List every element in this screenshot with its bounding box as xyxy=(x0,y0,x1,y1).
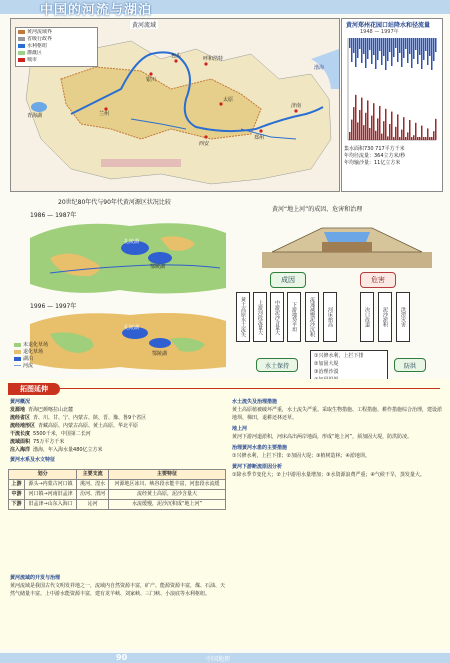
runoff-bar xyxy=(405,137,407,140)
precip-bar xyxy=(355,38,357,67)
flood-control-tag: 防洪 xyxy=(394,358,426,372)
runoff-bar xyxy=(429,137,431,140)
table-cell: 上游 xyxy=(9,480,25,490)
runoff-bar xyxy=(395,127,397,140)
right-title-1: 水土流失及治理措施 xyxy=(232,399,278,405)
runoff-bar xyxy=(359,110,361,140)
compare-label-1980s: 1986 — 1987年 xyxy=(30,212,77,219)
overview-value: 青藏高原、内蒙古高原、黄土高原、华北平原 xyxy=(38,423,139,429)
precip-bar xyxy=(371,38,373,64)
runoff-bar xyxy=(407,132,409,140)
runoff-bar xyxy=(397,114,399,140)
precip-bar xyxy=(361,38,363,63)
measure-1: ①兴修水利，上拦下排 xyxy=(314,353,364,359)
table-cell: 洮河、湟水 xyxy=(77,480,109,490)
legend-lake: 湖泊 xyxy=(23,356,34,362)
place-yinchuan: 银川 xyxy=(146,77,157,83)
table-cell: 源头→内蒙古河口镇 xyxy=(24,480,76,490)
legend-degraded-grassland: 退化草场 xyxy=(23,349,44,355)
precip-bar xyxy=(417,38,419,64)
lake-zhaling-1980s: 扎陵湖 xyxy=(124,239,140,245)
legend-intact-grassland: 未退化草场 xyxy=(23,342,49,348)
overview-key: 流域面积 xyxy=(10,439,31,445)
cause-box-5: 流速减慢泥沙沉积 xyxy=(305,292,319,342)
compare-legend xyxy=(14,342,48,370)
overview-value: 5500千米，中国第二长河 xyxy=(33,431,91,437)
table-header: 主要特征 xyxy=(109,470,226,480)
right-text-3: ①兴修水利，上拦下排；②加固大堤；③植树造林；④淤地坝。 xyxy=(232,453,370,459)
precip-bar xyxy=(395,38,397,48)
table-header: 主要支流 xyxy=(77,470,109,480)
runoff-bar xyxy=(415,123,417,140)
development-block xyxy=(10,574,226,598)
precip-bar xyxy=(383,38,385,56)
precip-bar xyxy=(407,38,409,63)
lake-eling-1990s: 鄂陵湖 xyxy=(152,351,168,357)
overview-block xyxy=(10,398,226,464)
map-title: 黄河流域 xyxy=(132,22,157,29)
harm-tag: 危害 xyxy=(360,272,396,288)
place-baotou: 包头 xyxy=(171,53,182,59)
hydrology-table xyxy=(8,469,226,510)
overview-key: 发源地 xyxy=(10,407,26,413)
runoff-bar xyxy=(371,116,373,140)
overview-value: 青海巴颜喀拉山北麓 xyxy=(28,407,74,413)
precip-bar xyxy=(411,38,413,68)
runoff-bar xyxy=(399,137,401,140)
measure-3: ③治理沙漠 xyxy=(314,369,339,375)
runoff-bar xyxy=(401,130,403,140)
precip-bar xyxy=(423,38,425,60)
precip-bar xyxy=(391,38,393,66)
runoff-bar xyxy=(385,109,387,140)
precip-bar xyxy=(421,38,423,69)
overview-value: 渤海，年入海水量480亿立方米 xyxy=(33,447,103,453)
precip-bar xyxy=(375,38,377,69)
precip-bar xyxy=(351,38,353,62)
runoff-chart xyxy=(344,36,438,144)
table-cell: 河口镇→河南旧孟津 xyxy=(24,490,76,500)
overview-title: 黄河概况 xyxy=(10,399,31,405)
place-jinan: 济南 xyxy=(291,103,302,109)
harm-box-2: 泥沙淤积 xyxy=(378,292,392,342)
precip-bar xyxy=(373,38,375,55)
runoff-bar xyxy=(435,119,437,140)
lake-eling-1980s: 鄂陵湖 xyxy=(150,264,166,270)
place-huhehaote: 呼和浩特 xyxy=(203,56,224,62)
table-cell: 河源地区冰川、峡谷段水能丰富，河套段水流缓 xyxy=(109,480,226,490)
table-title: 黄河水系及水文特征 xyxy=(10,457,56,463)
place-xian: 西安 xyxy=(199,141,210,147)
runoff-bar xyxy=(431,137,433,140)
page-number: 90 xyxy=(116,653,128,662)
table-row xyxy=(9,490,226,500)
overview-value: 75万平方千米 xyxy=(33,439,65,445)
cause-tag: 成因 xyxy=(270,272,306,288)
precip-bar xyxy=(429,38,431,56)
extension-banner: 拓图延伸 xyxy=(8,383,60,395)
development-text: 黄河流域是我国古代文明发祥地之一，流域内自然资源丰富，矿产、能源资源丰富，煤、石油、天然气储量丰富。上中游水能资源丰富，建有龙羊峡、刘家峡、三门峡、小浪底等水利枢纽。 xyxy=(10,583,226,597)
legend-city: 城市 xyxy=(27,57,38,63)
precip-bar xyxy=(377,38,379,60)
runoff-bar xyxy=(417,137,419,140)
cause-box-2: 上游河段流量大 xyxy=(253,292,267,342)
runoff-bar xyxy=(413,135,415,140)
precip-bar xyxy=(365,38,367,68)
right-title-3: 治理黄河水患的主要措施 xyxy=(232,445,288,451)
development-title: 黄河流域的开发与治理 xyxy=(10,575,61,581)
overview-key: 干流长度 xyxy=(10,431,31,437)
runoff-bar xyxy=(393,137,395,140)
precip-bar xyxy=(413,38,415,59)
runoff-bar xyxy=(379,106,381,140)
table-cell: 中游 xyxy=(9,490,25,500)
place-bohai: 渤海 xyxy=(314,65,325,71)
right-title-2: 地上河 xyxy=(232,426,248,432)
precip-bar xyxy=(433,38,435,61)
runoff-bar xyxy=(369,128,371,140)
precip-bar xyxy=(403,38,405,58)
overview-value: 青、川、甘、宁、内蒙古、陕、晋、豫、鲁9个省区 xyxy=(33,415,147,421)
measure-2: ②加固大堤 xyxy=(314,361,339,367)
runoff-bar xyxy=(357,122,359,140)
table-cell: 沁河 xyxy=(77,500,109,510)
table-cell: 旧孟津→山东入海口 xyxy=(24,500,76,510)
runoff-bar xyxy=(433,131,435,140)
precip-bar xyxy=(397,38,399,62)
map-legend xyxy=(15,27,98,67)
legend-basin-boundary: 黄河流域界 xyxy=(27,29,53,35)
runoff-bar xyxy=(389,124,391,140)
precip-bar xyxy=(359,38,361,49)
right-text-4: ①降水季节变化大；②上中游用水量增加；③水资源浪费严重；④气候干旱，蒸发量大。 xyxy=(232,472,425,478)
runoff-bar xyxy=(403,117,405,140)
runoff-bar xyxy=(349,132,351,140)
chart-note-runoff: 年均径流量：364立方米/秒 xyxy=(344,153,406,159)
runoff-bar xyxy=(411,137,413,140)
cause-box-6: 河床抬高 xyxy=(323,292,337,342)
right-title-4: 黄河下游断流原因分析 xyxy=(232,464,283,470)
runoff-bar xyxy=(355,95,357,140)
source-map-1980s xyxy=(30,218,226,298)
diagram-title: 黄河“地上河”的成因、危害和治理 xyxy=(272,206,363,213)
right-text-2: 黄河下游河道淤积，河床高出两岸地面，形成“地上河”，须加固大堤，防洪防凌。 xyxy=(232,434,413,440)
precip-bar xyxy=(357,38,359,58)
runoff-bar xyxy=(421,126,423,140)
legend-hydro-project: 水利枢纽 xyxy=(27,43,48,49)
runoff-bar xyxy=(409,120,411,140)
source-map-1990s xyxy=(30,309,226,373)
book-title: 中国地理 xyxy=(206,656,231,663)
table-cell: 水流缓慢，泥沙沉积成“地上河” xyxy=(109,500,226,510)
precip-bar xyxy=(389,38,391,52)
runoff-bar xyxy=(419,137,421,140)
precip-bar xyxy=(363,38,365,54)
runoff-bar xyxy=(425,137,427,140)
table-row xyxy=(9,500,226,510)
legend-river: 河流 xyxy=(23,363,34,369)
table-row xyxy=(9,480,226,490)
levee-cross-section xyxy=(262,212,432,268)
compare-label-1990s: 1996 — 1997年 xyxy=(30,303,77,310)
precip-bar xyxy=(387,38,389,61)
runoff-bar xyxy=(391,112,393,140)
precip-bar xyxy=(379,38,381,51)
chart-title: 黄河郑州花园口站降水和径流量 xyxy=(346,22,431,29)
harm-box-3: 洪涝灾害 xyxy=(396,292,410,342)
chart-subtitle: 1948 — 1997年 xyxy=(360,29,399,35)
runoff-bar xyxy=(383,121,385,140)
runoff-bar xyxy=(363,125,365,140)
runoff-bar xyxy=(365,113,367,140)
precip-bar xyxy=(405,38,407,49)
cause-box-4: 下游地势平坦 xyxy=(287,292,301,342)
chart-notes xyxy=(344,146,405,167)
runoff-bar xyxy=(353,107,355,140)
compare-title: 20世纪80年代与90年代黄河源区状况比较 xyxy=(58,199,171,206)
precip-bar xyxy=(349,38,351,48)
chart-note-area: 集水面积730 717平方千米 xyxy=(344,146,405,152)
precip-bar xyxy=(401,38,403,67)
cause-box-3: 中游泥沙含量大 xyxy=(270,292,284,342)
place-taiyuan: 太原 xyxy=(223,97,234,103)
legend-irrigation-area: 灌溉区 xyxy=(27,50,43,56)
lake-zhaling-1990s: 扎陵湖 xyxy=(124,325,140,331)
precip-bar xyxy=(399,38,401,53)
place-lanzhou: 兰州 xyxy=(99,111,110,117)
runoff-bar xyxy=(381,134,383,140)
runoff-bar xyxy=(367,100,369,140)
precip-bar xyxy=(435,38,437,52)
table-cell: 下游 xyxy=(9,500,25,510)
precip-bar xyxy=(425,38,427,51)
table-header: 划分 xyxy=(9,470,77,480)
overview-key: 流经地形区 xyxy=(10,423,36,429)
soil-conservation-tag: 水土保持 xyxy=(256,358,298,372)
table-cell: 汾河、渭河 xyxy=(77,490,109,500)
runoff-bar xyxy=(351,120,353,140)
precip-bar xyxy=(367,38,369,59)
legend-province-boundary: 省级行政界 xyxy=(27,36,53,42)
banner-line xyxy=(60,388,440,389)
place-qinghai-lake: 青海湖 xyxy=(27,113,43,119)
place-zhengzhou: 郑州 xyxy=(254,135,265,141)
precip-bar xyxy=(431,38,433,70)
table-cell: 流经黄土高原，泥沙含量大 xyxy=(109,490,226,500)
overview-key: 注入海洋 xyxy=(10,447,31,453)
runoff-bar xyxy=(387,136,389,140)
precip-bar xyxy=(415,38,417,50)
cause-box-1: 黄土高原水土流失 xyxy=(236,292,250,342)
overview-key: 流经省区 xyxy=(10,415,31,421)
precip-bar xyxy=(393,38,395,57)
page-title: 中国的河流与湖泊 xyxy=(40,3,153,18)
runoff-bar xyxy=(427,128,429,140)
runoff-bar xyxy=(361,98,363,140)
precip-bar xyxy=(353,38,355,53)
precip-bar xyxy=(385,38,387,70)
runoff-bar xyxy=(377,118,379,140)
right-column xyxy=(232,398,442,479)
chart-note-sediment: 年均输沙量：11亿立方米 xyxy=(344,160,401,166)
precip-bar xyxy=(381,38,383,65)
harm-box-1: 决口改道 xyxy=(360,292,374,342)
precip-bar xyxy=(427,38,429,65)
runoff-bar xyxy=(423,137,425,140)
runoff-bar xyxy=(375,131,377,140)
precip-bar xyxy=(419,38,421,55)
runoff-bar xyxy=(373,103,375,140)
precip-bar xyxy=(409,38,411,54)
right-text-1: 黄土高原植被破坏严重，水土流失严重。采取生物措施、工程措施、耕作措施综合治理，建设淤地坝、梯田，退耕还林还草。 xyxy=(232,407,443,421)
precip-bar xyxy=(369,38,371,50)
